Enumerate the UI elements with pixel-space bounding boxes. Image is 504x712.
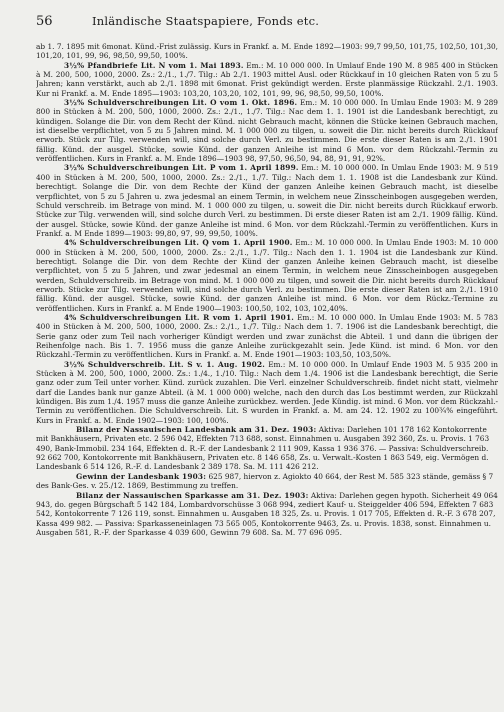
paragraph-text: Em.: M. 10 000 000. In Umlau Ende 1903: M. 9 519 400 in Stücken à M. 200, 500, 1000, 2000. Zs.: 2./1., 1./7. Tilg.: Nach dem 1. 1. 1908 ist die Landesbank zur Künd. berechtigt. Solange die Dir. von dem Rechte der Künd der ganzen Anleihe keinen Gebrauch macht, ist dieselbe verpflichtet, von 5 zu 5 Jahren u. zwa jedesmal an einem Termin, in welchem neue Zinsscheinbogen ausgegeben werden, Schuld verschreib. im Betrage von mind. M. 1 000 000 zu tilgen, u. soweit die Dir. nicht bereits durch Rückkauf erworb. Stücke zur Tilg. verwenden will, sind solche durch Verl. zu bestimmen. Di erste dieser Raten ist am 2./1. 1909 fällig. Künd. der ausgel. Stücke, sowie Künd. der ganze Anleihe ist mind. 6 Mon. vor dem Rückzahl.-Termin zu veröffentlichen. Kurs in Frankf. a. M Ende 1899—1903: 99,80, 97, 99, 99,50, 100%. bbox=[36, 163, 498, 238]
paragraph-title: 3½% Schuldverschreibungen Lit. P vom 1. April 1899. bbox=[64, 163, 299, 173]
paragraph bbox=[36, 61, 498, 98]
paragraph-text: Em.: M. 10 000 000. In Umlau Ende 1903: M. 10 000 000 in Stücken à M. 200, 500, 1000, 2000. Zs.: 2./1., 1./7. Tilg.: Nach den 1. 1. 1904 ist die Landesbank zur Künd. berechtigt. Solange die Dir. von dem Rechte der Künd der ganzen Anleihe keinen Gebrauch macht, ist dieselbe verpflichtet, von 5 zu 5 Jahren, und zwar jedesmal an einem Termin, in welchem neue Zinsscheinbogen ausgegeben werden, Schuldverschreib. im Betrage von mind. M. 1 000 000 zu tilgen, und soweit die Dir. nicht bereits durch Rückkauf erworb. Stücke zur Tilg. verwenden will, sind solche durch Verl. zu bestimmen. Die erste dieser Raten ist am 2./1. 1910 fällig. Künd. der ausgel. Stücke, sowie Künd. der ganzen Anleihe ist mind. 6 Mon. vor dem Rückz.-Termine zu veröffentlichen. Kurs in Frankf. a. M Ende 1900—1903: 100,50, 102, 103, 102,40%. bbox=[36, 238, 498, 313]
paragraph-title: Bilanz der Nassauischen Landesbank am 31. Dez. 1903: bbox=[76, 425, 317, 435]
page-header bbox=[36, 14, 498, 36]
paragraph-text: Em.: M. 10 000 000. In Umlau Ende 1903: M. 9 289 800 in Stücken à M. 200, 500, 1000, 2000. Zs.: 2./1., 1./7. Tilg.: Nac dem 1. 1. 1901 ist die Landesbank berechtigt, zu kündigen. Solange die Dir. von dem Recht der Künd. nicht Gebrauch macht, können die Stücke keinen Gebrauch machen, ist dieselbe verpflichtet, von 5 zu 5 Jahren mind. M. 1 000 000 zu tilgen, u. soweit die Dir. nicht bereits durch Rückkauf erworb. Stück zur Tilg. verwenden will, sind solche durch Verl. zu bestimmen. Die erste dieser Raten is am 2./1. 1901 fällig. Künd. der ausgel. Stücke, sowie Künd. der ganzen Anleihe ist mind 6 Mon. vor dem Rückzahl.-Termin zu veröffentlichen. Kurs in Frankf. a. M. Ende 1896—1903 98, 97,50, 96,50, 94, 88, 91, 91, 92%. bbox=[36, 98, 498, 164]
paragraph-title: Gewinn der Landesbank 1903: bbox=[76, 471, 207, 481]
paragraph bbox=[36, 238, 498, 313]
page-number: 56 bbox=[36, 14, 53, 29]
paragraph-title: 3½% Schuldverschreib. Lit. S v. 1. Aug. 1902. bbox=[64, 359, 266, 369]
paragraph-title: Bilanz der Nassauischen Sparkasse am 31. Dez. 1903: bbox=[76, 490, 309, 500]
paragraph-text: Aktiva: Darlehen gegen hypoth. Sicherheit 49 064 943, do. gegen Bürgschaft 5 142 184, Lombardvorschüsse 3 068 994, zediert Kauf- u. Steiggelder 406 594, Effekten 7 683 542, Kontokorrente 7 126 119, sonst. Einnahmen u. Ausgaben 18 325, Zs. u. Provis. 1 017 705, Effekten d. R.-F. 3 678 207, Kassa 499 982. — Passiva: Sparkasseneinlagen 73 565 005, Kontokorrente 9463, Zs. u. Provis. 1838, sonst. Einnahmen u. Ausgaben 581, R.-F. der Sparkasse 4 039 600, Gewinn 79 608. Sa. M. 77 696 095. bbox=[36, 490, 498, 537]
paragraph-text: Aktiva: Darlehen 101 178 162 Kontokorrente mit Bankhäusern, Privaten etc. 2 596 042, Effekten 713 688, sonst. Einnahmen u. Ausgaben 392 360, Zs. u. Provis. 1 763 490, Bank-Immobil. 234 164, Effekten d. R.-F. der Landesbank 2 111 909, Kassa 1 936 376. — Passiva: Schuldverschreib. 92 662 700, Kontokorrente mit Bankhäusern, Privaten etc. 8 146 658, Zs. u. Verwalt.-Kosten 1 863 549, eig. Vermögen d. Landesbank 6 514 126, R.-F. d. Landesbank 2 389 178. Sa. M. 111 426 212. bbox=[36, 425, 490, 472]
paragraph-text: ab 1. 7. 1895 mit 6monat. Künd.-Frist zulässig. Kurs in Frankf. a. M. Ende 1892—1903: 99,7 99,50, 101,75, 102,50, 101,30, 101,20, 101, 99, 96, 98,50, 99,50, 100%. bbox=[36, 42, 498, 61]
paragraph-title: 3½% Schuldverschreibungen Lit. O vom 1. Okt. 1896. bbox=[64, 98, 298, 108]
text-body bbox=[36, 42, 498, 706]
paragraph bbox=[36, 42, 498, 61]
paragraph bbox=[36, 98, 498, 163]
paragraph-text: Em.: M. 10 000 000. In Umlau Ende 1903: M. 5 783 400 in Stücken à M. 200, 500, 1000, 2000. Zs.: 2./1., 1./7. Tilg.: Nach dem 1. 7. 1906 ist die Landesbank berechtigt, die Serie ganz oder zum Teil nach vorheriger Kündigt werden und zwar zunächst die Abteil. 1 und dann die übrigen der Reihenfolge nach. Bis 1. 7. 1956 muss die ganze Anleihe zurückgezahlt sein. Jede Künd. ist mind. 6 Mon. vor den Rückzahl.-Termin zu veröffentlichen. Kurs in Frankf. a. M. Ende 1901—1903: 103,50, 103,50%. bbox=[36, 312, 498, 360]
paragraph bbox=[36, 472, 498, 491]
paragraph bbox=[36, 491, 498, 538]
paragraph-title: 4% Schuldverschreibungen Lit. R vom 1. April 1901. bbox=[64, 312, 295, 322]
paragraph-title: 3½% Pfandbriefe Lit. N vom 1. Mai 1893. bbox=[64, 60, 244, 70]
paragraph bbox=[36, 163, 498, 238]
paragraph bbox=[36, 313, 498, 360]
paragraph-text: 625 987, hiervon z. Agiokto 40 664, der Rest M. 585 323 stände, gemäss § 7 des Bank-Ges. v. 25./12. 1869, Bestimmung zu treffen. bbox=[36, 471, 494, 491]
paragraph-text: Em.: M. 10 000 000. In Umlauf Ende 190 M. 8 985 400 in Stücken à M. 200, 500, 1000, 2000. Zs.: 2./1., 1./7. Tilg.: Ab 2./1. 1903 mittel Ausl. oder Rückkauf in 10 gleichen Raten von 5 zu 5 Jahren; kann verstärkt, auch ab 2./1. 1898 mit 6monat. Frist gekündigt werden. Erste planmässige Rückzahl. 2./1. 1903. Kur ni Frankf. a. M. Ende 1895—1903: 103,20, 103,20, 102, 101, 99, 96, 98,50, 99,50, 100%. bbox=[36, 60, 498, 98]
paragraph bbox=[36, 360, 498, 425]
paragraph bbox=[36, 425, 498, 472]
running-title: Inländische Staatspapiere, Fonds etc. bbox=[92, 14, 320, 28]
paragraph-text: Em.: M. 10 000 000. In Umlauf Ende 1903 M. 5 935 200 in Stücken à M. 200, 500, 1000, 2000. Zs.: 1./4., 1./10. Tilg.: Nach dem 1./4. 1906 ist die Landesbank berechtigt, die Serie ganz oder zum Teil unter vorher. Künd. zurück zuzahlen. Die Verl. einzelner Schuldverschreib. findet nicht statt, vielmehr darf die Landes bank nur ganze Abteil. (à M. 1 000 000) welche, nach den durch das Los bestimmt werden, zur Rückzahl kündigen. Bis zum 1./4. 1957 muss die ganze Anleihe zurückbez. werden. Jede Kündig. ist mind. 6 Mon. vor dem Rückzahl.-Termin zu veröffentlichen. Die Schuldverschreib. Lit. S wurden in Frankf. a. M. am 24. 12. 1902 zu 100¾% eingeführt. Kurs in Frankf. a. M. Ende 1902—1903: 100, 100%. bbox=[36, 359, 498, 425]
paragraph-title: 4% Schuldverschreibungen Lit. Q vom 1. April 1900. bbox=[64, 238, 293, 248]
